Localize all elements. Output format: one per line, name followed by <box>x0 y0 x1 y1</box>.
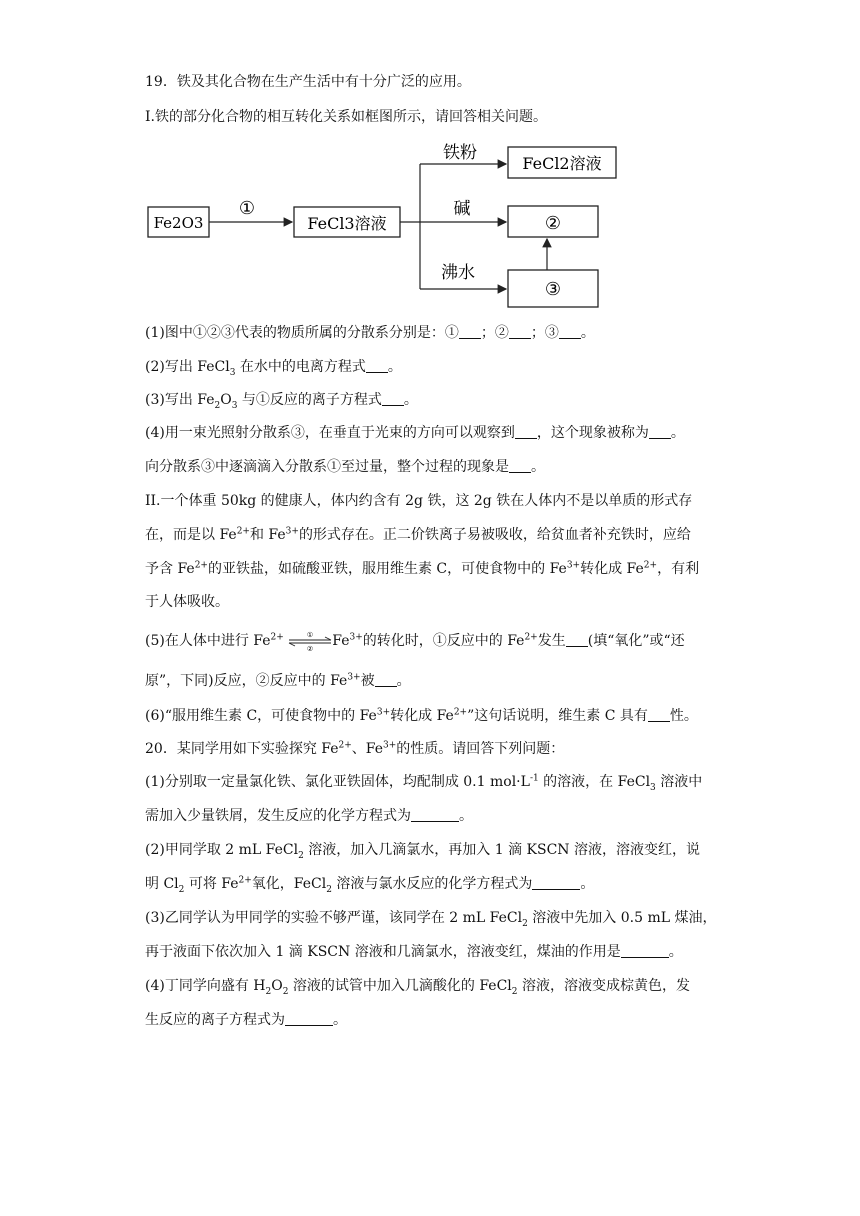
answer-blank[interactable] <box>509 324 531 339</box>
box-2-label: ② <box>544 213 562 234</box>
box-3-label: ③ <box>544 279 562 300</box>
q20-3-line2: 再于液面下依次加入 1 滴 KSCN 溶液和几滴氯水，溶液变红，煤油的作用是 。 <box>145 944 683 960</box>
iron-conversion-diagram <box>140 136 630 316</box>
svg-text:②: ② <box>307 645 314 651</box>
q19-3: (3)写出 $Fe_2O_3$ 与①反应的离子方程式 。 <box>145 392 418 411</box>
q20-2-line1: (2)甲同学取 2 mL FeCl$_2$ 溶液，加入几滴氯水，再加入 1 滴 KSCN 溶液，溶液变红，说 <box>145 842 700 861</box>
q19-part2-line1: II.一个体重 50kg 的健康人，体内约含有 2g 铁，这 2g 铁在人体内不是以单质的形式存 <box>145 493 693 509</box>
q19-1: (1)图中①②③代表的物质所属的分散系分别是：① ；② ；③ 。 <box>145 325 595 341</box>
answer-blank[interactable] <box>532 875 580 890</box>
q20-4-line1: (4)丁同学向盛有 $H_2O_2$ 溶液的试管中加入几滴酸化的 FeCl$_2$ 溶液，溶液变成棕黄色，发 <box>145 978 690 997</box>
answer-blank[interactable] <box>515 424 537 439</box>
q19-part2-line4: 于人体吸收。 <box>145 594 229 610</box>
q19-part2-line2: 在，而是以 $Fe^{2+}$和 $Fe^{3+}$的形式存在。正二价铁离子易被吸收，给贫血者补充铁时，应给 <box>145 526 691 543</box>
answer-blank[interactable] <box>509 458 531 473</box>
q19-6: (6)“服用维生素 C，可使食物中的 $Fe^{3+}$转化成 $Fe^{2+}$”这句话说明，维生素 C 具有 性。 <box>145 707 698 724</box>
answer-blank[interactable] <box>559 324 581 339</box>
q20-1-line2: 需加入少量铁屑，发生反应的化学方程式为 。 <box>145 808 473 824</box>
svg-text:①: ① <box>307 631 314 639</box>
top-arrow-label: 铁粉 <box>443 143 477 163</box>
q19-intro: 19．铁及其化合物在生产生活中有十分广泛的应用。 <box>145 74 471 90</box>
answer-blank[interactable] <box>375 672 397 687</box>
equilibrium-arrow-icon <box>288 631 332 651</box>
answer-blank[interactable] <box>566 632 588 647</box>
q19-4-line2: 向分散系③中逐滴滴入分散系①至过量，整个过程的现象是 。 <box>145 459 545 475</box>
fecl2-label: FeCl2溶液 <box>522 154 602 173</box>
q19-5-line2: 原”，下同)反应，②反应中的 $Fe^{3+}$被 。 <box>145 672 411 689</box>
q19-part1-intro: I.铁的部分化合物的相互转化关系如框图所示，请回答相关问题。 <box>145 109 547 125</box>
q19-2: (2)写出 FeCl$_3$ 在水中的电离方程式 。 <box>145 359 402 378</box>
bottom-arrow-label: 沸水 <box>441 263 475 283</box>
answer-blank[interactable] <box>366 358 388 373</box>
fecl3-label: FeCl3溶液 <box>307 214 387 233</box>
q20-2-line2: 明 $Cl_2$ 可将 $Fe^{2+}$氧化，FeCl$_2$ 溶液与氯水反应的化学方程式为 。 <box>145 875 595 895</box>
fe2o3-label: Fe2O3 <box>153 214 204 232</box>
answer-blank[interactable] <box>649 424 671 439</box>
mid-arrow-label: 碱 <box>453 199 471 219</box>
answer-blank[interactable] <box>382 391 404 406</box>
answer-blank[interactable] <box>648 707 670 722</box>
q19-part2-line3: 予含 $Fe^{2+}$的亚铁盐，如硫酸亚铁，服用维生素 C，可使食物中的 $Fe^{3+}$转化成 $Fe^{2+}$，有利 <box>145 560 700 577</box>
answer-blank[interactable] <box>411 807 459 822</box>
answer-blank[interactable] <box>285 1011 333 1026</box>
arrow-1-label: ① <box>238 198 256 219</box>
q20-1-line1: (1)分别取一定量氯化铁、氯化亚铁固体，均配制成 0.1 $mol\cdot L^{-1}$ 的溶液，在 FeCl$_3$ 溶液中 <box>145 773 703 793</box>
q20-4-line2: 生反应的离子方程式为 。 <box>145 1012 347 1028</box>
q20-intro: 20．某同学用如下实验探究 $Fe^{2+}$、$Fe^{3+}$的性质。请回答下列问题： <box>145 740 565 757</box>
answer-blank[interactable] <box>621 943 669 958</box>
q20-3-line1: (3)乙同学认为甲同学的实验不够严谨，该同学在 2 mL FeCl$_2$ 溶液中先加入 0.5 mL 煤油， <box>145 910 717 929</box>
answer-blank[interactable] <box>459 324 481 339</box>
q19-4-line1: (4)用一束光照射分散系③，在垂直于光束的方向可以观察到 ，这个现象被称为 。 <box>145 425 685 441</box>
q19-5-line1: (5)在人体中进行 $Fe^{2+}$ ① ② $Fe^{3+}$的转化时，①反应中的 $Fe^{2+}$发生 (填“氧化”或“还 <box>145 631 685 651</box>
